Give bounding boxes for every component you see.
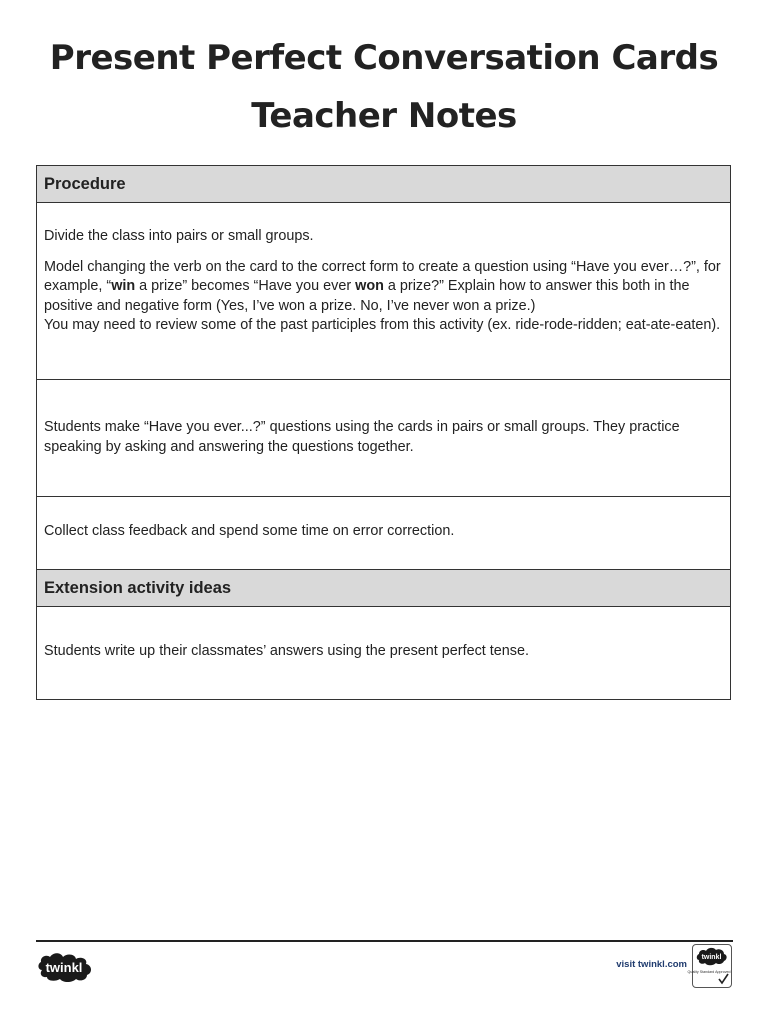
quality-badge [687,944,732,988]
step1-paragraph-3: You may need to review some of the past participles from this activity (ex. ride-rode-ridden; eat-ate-eaten). [44,317,721,333]
step1-bold-win: win [111,278,136,294]
step2-text: Students make “Have you ever...?” questions using the cards in pairs or small groups. They practice speaking by asking and answering the questions together. [44,419,680,455]
teacher-notes-table [36,165,731,700]
check-icon [719,974,728,983]
step1-bold-won: won [355,278,384,294]
extension-heading: Extension activity ideas [37,570,730,607]
visit-link[interactable]: visit twinkl.com [616,959,687,970]
twinkl-logo [36,950,96,984]
extension-cell [37,607,730,699]
extension-text: Students write up their classmates’ answers using the present perfect tense. [44,643,529,659]
procedure-heading: Procedure [37,166,730,203]
procedure-step-1 [37,203,730,380]
step1-text-e: a prize?” Explain how to answer this both in the positive and negative form (Yes, I’ve won a prize. No, I’ve never won a prize.) [44,278,690,314]
step3-text: Collect class feedback and spend some time on error correction. [44,523,455,539]
badge-logo-text: twinkl [701,954,722,961]
procedure-step-2 [37,380,730,497]
step1-text-a: Model changing the verb on the card to the correct form to create a question using “Have you ever…?”, for example, “ [44,258,721,294]
footer-divider [36,940,733,942]
badge-caption: Quality Standard Approved [687,970,731,974]
step1-text-c: a prize” becomes “Have you ever [135,278,356,294]
procedure-step-3 [37,497,730,570]
logo-text: twinkl [45,960,83,975]
step1-paragraph-2 [44,258,723,317]
step1-paragraph-1: Divide the class into pairs or small groups. [44,228,314,244]
page-subtitle: Teacher Notes [251,96,517,136]
page-title: Present Perfect Conversation Cards [49,38,719,78]
